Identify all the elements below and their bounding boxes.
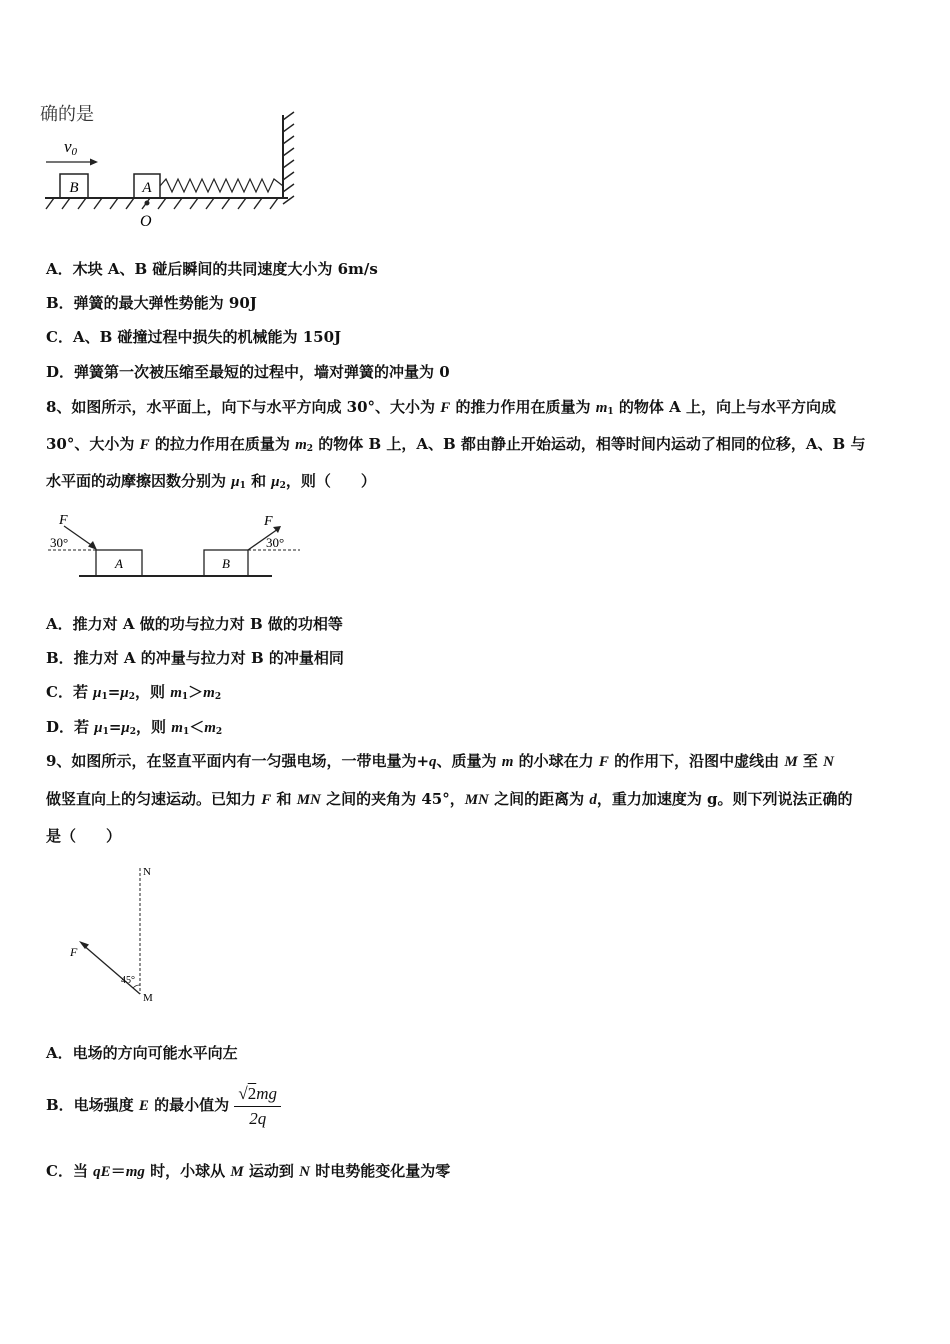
q9-stem-line1: 9、如图所示，在竖直平面内有一匀强电场，一带电量为+q、质量为 m 的小球在力 F 的作用下，沿图中虚线由 M 至 N xyxy=(46,752,834,770)
force-arrow xyxy=(79,941,140,994)
spring xyxy=(160,179,283,192)
push-force-label: F xyxy=(59,513,68,528)
block-b xyxy=(204,550,248,576)
q7-option-b: B．弹簧的最大弹性势能为 90J xyxy=(46,294,257,312)
q8-stem-line3: 水平面的动摩擦因数分别为 $\mu_1$ 和 $\mu_2$，则（ ） xyxy=(46,472,376,491)
block-b-label: B xyxy=(222,556,230,571)
velocity-label: v0 xyxy=(64,137,78,158)
point-o-label: O xyxy=(140,213,152,230)
q9-stem-line3: 是（ ） xyxy=(46,827,122,845)
q8-option-d: D．若 $\mu_1=\mu_2$，则 $m_1<m_2$ xyxy=(46,718,223,737)
figure-8-push-pull xyxy=(44,510,314,585)
angle-label-a: 30° xyxy=(50,535,69,550)
q9-option-c: C．当 qE＝mg 时，小球从 M 运动到 N 时电势能变化量为零 xyxy=(46,1162,451,1180)
point-n-label: N xyxy=(143,866,151,878)
velocity-arrow xyxy=(46,159,98,166)
q9-option-b: B．电场强度 E 的最小值为 $\frac{√2mg}{2q}$ xyxy=(46,1078,281,1133)
q8-option-b: B．推力对 A 的冲量与拉力对 B 的冲量相同 xyxy=(46,649,344,667)
block-b xyxy=(60,174,88,198)
push-force-arrow xyxy=(64,526,97,550)
q8-option-c: C．若 $\mu_1=\mu_2$，则 $m_1>m_2$ xyxy=(46,683,222,702)
block-a xyxy=(134,174,160,198)
q9-stem-line2: 做竖直向上的匀速运动。已知力 F 和 MN 之间的夹角为 45°，MN 之间的距离为 d，重力加速度为 g。则下列说法正确的 xyxy=(46,790,853,808)
pull-force-label: F xyxy=(264,514,273,529)
block-a xyxy=(96,550,142,576)
top-fragment: 确的是 xyxy=(40,104,94,125)
block-b-label: B xyxy=(69,180,79,196)
figure-9-field-force xyxy=(64,860,174,1010)
force-label: F xyxy=(70,945,78,959)
q7-option-c: C．A、B 碰撞过程中损失的机械能为 150J xyxy=(46,328,342,346)
min-e-fraction: $\frac{√2mg}{2q}$ xyxy=(234,1084,281,1129)
figure-7-collision-spring xyxy=(40,110,310,235)
angle-label: 45° xyxy=(121,975,135,986)
angle-label-b: 30° xyxy=(266,535,285,550)
q8-stem-line2: 30°、大小为 F 的拉力作用在质量为 $m_2$ 的物体 B 上，A、B 都由静止开始运动，相等时间内运动了相同的位移，A、B 与 xyxy=(46,435,866,454)
block-a-label: A xyxy=(142,180,152,196)
point-m-label: M xyxy=(143,992,153,1004)
block-a-label: A xyxy=(115,556,123,571)
q8-stem-line1: 8、如图所示，水平面上，向下与水平方向成 30°、大小为 F 的推力作用在质量为 $m_1$ 的物体 A 上，向上与水平方向成 xyxy=(46,398,836,417)
q8-option-a: A．推力对 A 做的功与拉力对 B 做的功相等 xyxy=(46,615,343,633)
q9-option-a: A．电场的方向可能水平向左 xyxy=(46,1044,238,1062)
point-o-dot xyxy=(145,201,150,206)
q7-option-d: D．弹簧第一次被压缩至最短的过程中，墙对弹簧的冲量为 0 xyxy=(46,363,450,381)
q7-option-a: A．木块 A、B 碰后瞬间的共同速度大小为 6m/s xyxy=(46,260,378,278)
